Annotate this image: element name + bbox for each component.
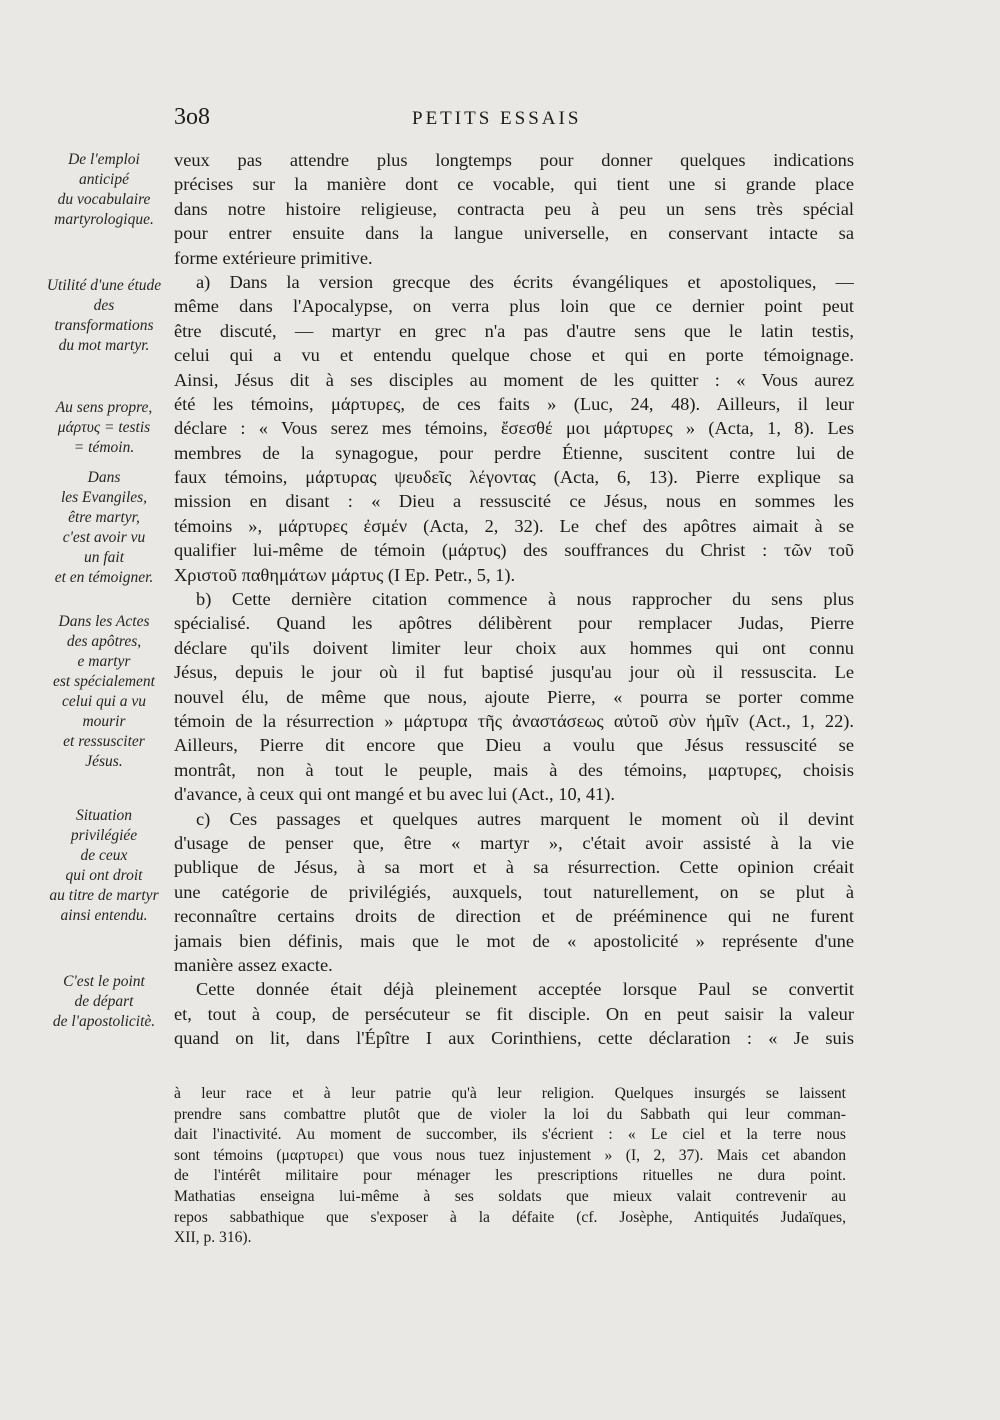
body-text <box>174 148 854 1050</box>
body-line: dans notre histoire religieuse, contracta peu à peu un sens très spécial <box>174 198 854 219</box>
body-line: a) Dans la version grecque des écrits évangéliques et apostoliques, — <box>196 271 854 292</box>
body-line: témoin de la résurrection » μάρτυρα τῆς ἀναστάσεως αὐτοῦ σὺν ἡμῖν (Act., 1, 22). <box>174 710 854 731</box>
body-line: faux témoins, μάρτυρας ψευδεῖς λέγοντας (Acta, 6, 13). Pierre explique sa <box>174 467 854 488</box>
body-line: mission en disant : « Dieu a ressuscité ce Jésus, nous en sommes les <box>174 491 854 512</box>
body-line: Ailleurs, Pierre dit encore que Dieu a voulu que Jésus ressuscité se <box>174 735 854 756</box>
footnotes <box>174 1084 846 1249</box>
margin-note: De l'emploi anticipé du vocabulaire martyrologique. <box>54 151 154 228</box>
page-number: 3o8 <box>174 104 210 130</box>
body-line: forme extérieure primitive. <box>174 247 373 268</box>
body-line: et, tout à coup, de persécuteur se fit disciple. On en peut saisir la valeur <box>174 1003 854 1024</box>
body-line: été les témoins, μάρτυρες, de ces faits » (Luc, 24, 48). Ailleurs, il leur <box>174 393 854 414</box>
footnote-line: dait l'inactivité. Au moment de succomber, ils s'écrient : « Le ciel et la terre nous <box>174 1126 846 1144</box>
body-line: déclare qu'ils doivent limiter leur choix aux hommes qui ont connu <box>174 637 854 658</box>
body-line: celui qui a vu et entendu quelque chose et qui en porte témoignage. <box>174 345 854 366</box>
margin-note: Utilité d'une étude des transformations du mot martyr. <box>46 277 162 354</box>
body-line: même dans l'Apocalypse, on verra plus loin que ce dernier point peut <box>174 296 854 317</box>
running-head: PETITS ESSAIS <box>412 108 582 129</box>
body-line: c) Ces passages et quelques autres marquent le moment où il devint <box>196 808 854 829</box>
footnote-line: XII, p. 316). <box>174 1229 252 1247</box>
body-line: d'avance, à ceux qui ont mangé et bu avec lui (Act., 10, 41). <box>174 784 615 805</box>
body-line: veux pas attendre plus longtemps pour donner quelques indications <box>174 150 854 170</box>
body-line: quand on lit, dans l'Épître I aux Corinthiens, cette déclaration : « Je suis <box>174 1028 854 1049</box>
body-line: d'usage de penser que, être « martyr », c'était avoir assisté à la vie <box>174 832 854 853</box>
body-line: déclare : « Vous serez mes témoins, ἔσεσθέ μοι μάρτυρες » (Acta, 1, 8). Les <box>174 418 854 439</box>
body-line: témoins », μάρτυρες ἐσμέν (Acta, 2, 32). Le chef des apôtres aimait à se <box>174 515 854 536</box>
footnote-line: Mathatias enseigna lui-même à ses soldats que mieux valait contrevenir au <box>174 1187 846 1205</box>
footnote-line: de l'intérêt militaire pour ménager les prescriptions rituelles ne dura point. <box>174 1167 846 1185</box>
margin-note: Dans les Actes des apôtres, e martyr est spécialement celui qui a vu mourir et ressusciter Jésus. <box>52 613 155 770</box>
body-line: publique de Jésus, à sa mort et à sa résurrection. Cette opinion créait <box>174 857 854 878</box>
body-line: membres de la synagogue, pour perdre Étienne, suscitent contre lui de <box>174 442 854 463</box>
body-line: jamais bien définis, mais que le mot de « apostolicité » représente d'une <box>174 930 854 951</box>
footnote-line: prendre sans combattre plutôt que de violer la loi du Sabbath qui leur comman- <box>174 1105 846 1123</box>
body-line: Χριστοῦ παθημάτων μάρτυς (I Ep. Petr., 5, 1). <box>174 564 516 585</box>
body-line: Ainsi, Jésus dit à ses disciples au moment de les quitter : « Vous aurez <box>174 369 854 390</box>
body-line: Jésus, depuis le jour où il fut baptisé jusqu'au jour où il ressuscita. Le <box>174 662 854 683</box>
margin-note: Situation privilégiée de ceux qui ont droit au titre de martyr ainsi entendu. <box>49 807 159 924</box>
body-line: manière assez exacte. <box>174 954 333 975</box>
footnote-line: repos sabbathique que s'exposer à la défaite (cf. Josèphe, Antiquités Judaïques, <box>174 1208 846 1226</box>
margin-note: C'est le point de départ de l'apostolicitè. <box>52 973 156 1030</box>
body-line: pour entrer ensuite dans la langue universelle, en conservant intacte sa <box>174 223 854 244</box>
footnote-line: à leur race et à leur patrie qu'à leur religion. Quelques insurgés se laissent <box>174 1085 846 1102</box>
body-line: nouvel élu, de même que nous, ajoute Pierre, « pourra se porter comme <box>174 686 854 707</box>
body-line: reconnaître certains droits de direction et de prééminence qui ne furent <box>174 906 854 927</box>
body-line: être discuté, — martyr en grec n'a pas d'autre sens que le latin testis, <box>174 320 854 341</box>
margin-note: Dans les Evangiles, être martyr, c'est avoir vu un fait et en témoigner. <box>54 469 154 586</box>
body-line: précises sur la manière dont ce vocable, qui tient une si grande place <box>174 174 854 195</box>
body-line: spécialisé. Quand les apôtres délibèrent pour remplacer Judas, Pierre <box>174 613 854 634</box>
body-line: Cette donnée était déjà pleinement acceptée lorsque Paul se convertit <box>196 979 854 1000</box>
body-line: une catégorie de privilégiés, auxquels, tout naturellement, on se plut à <box>174 881 854 902</box>
page-header <box>0 104 1000 134</box>
body-line: montrât, non à tout le peuple, mais à des témoins, μαρτυρες, choisis <box>174 759 854 780</box>
body-line: b) Cette dernière citation commence à nous rapprocher du sens plus <box>196 589 854 610</box>
footnote-line: sont témoins (μαρτυρει) que vous nous tuez injustement » (I, 2, 37). Mais cet abandon <box>174 1146 846 1164</box>
body-line: qualifier lui-même de témoin (μάρτυς) des souffrances du Christ : τῶν τοῦ <box>174 540 854 561</box>
margin-note: Au sens propre, μάρτυς = testis = témoin. <box>55 399 153 456</box>
